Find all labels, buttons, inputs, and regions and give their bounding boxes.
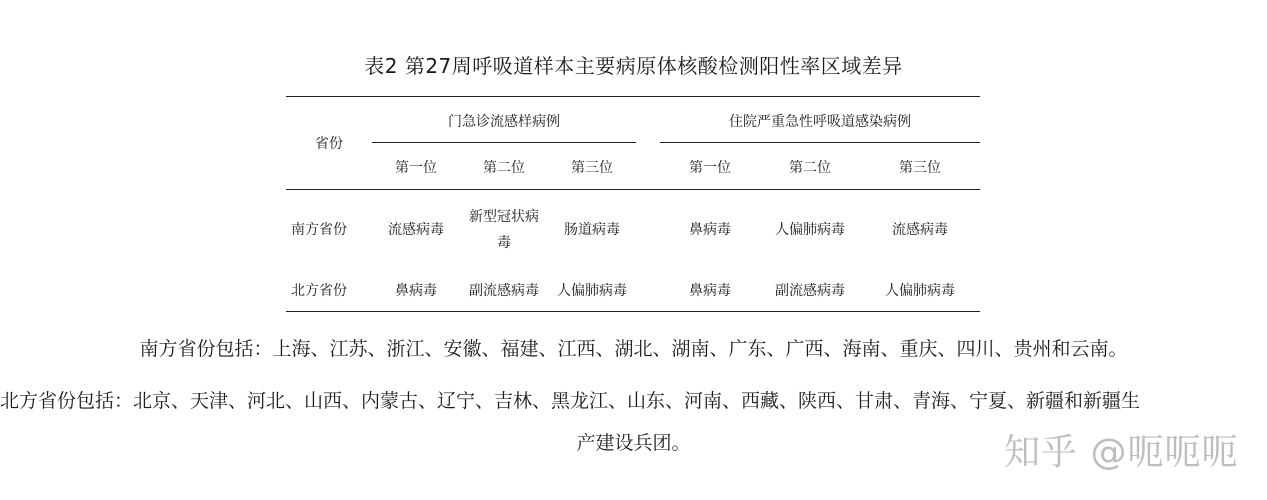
table-top-rule <box>286 96 980 97</box>
rank-header: 第二位 <box>789 160 831 176</box>
rank-header: 第一位 <box>395 160 437 176</box>
table-title: 表2 第27周呼吸道样本主要病原体核酸检测阳性率区域差异 <box>364 54 903 78</box>
north-provinces-note: 北方省份包括：北京、天津、河北、山西、内蒙古、辽宁、吉林、黑龙江、山东、河南、西藏、陕西、甘肃、青海、宁夏、新疆和新疆生 <box>0 390 1141 412</box>
table-cell: 人偏肺病毒 <box>557 283 627 299</box>
rank-header: 第三位 <box>571 160 613 176</box>
rank-header: 第一位 <box>689 160 731 176</box>
north-provinces-note-cont: 产建设兵团。 <box>576 432 691 454</box>
group1-underline <box>372 142 636 143</box>
table-cell: 肠道病毒 <box>564 222 620 238</box>
table-cell: 鼻病毒 <box>689 222 731 238</box>
table-cell: 副流感病毒 <box>775 283 845 299</box>
table-bottom-rule <box>286 311 980 312</box>
table-cell-line: 新型冠状病 <box>469 209 539 225</box>
rank-header: 第三位 <box>899 160 941 176</box>
group2-header: 住院严重急性呼吸道感染病例 <box>729 114 911 130</box>
rank-header: 第二位 <box>483 160 525 176</box>
table-cell: 流感病毒 <box>892 222 948 238</box>
table-cell: 人偏肺病毒 <box>885 283 955 299</box>
south-provinces-note: 南方省份包括：上海、江苏、浙江、安徽、福建、江西、湖北、湖南、广东、广西、海南、重庆、四川、贵州和云南。 <box>139 338 1128 360</box>
group1-header: 门急诊流感样病例 <box>448 114 560 130</box>
province-header: 省份 <box>315 136 343 152</box>
table-cell: 鼻病毒 <box>395 283 437 299</box>
table-cell-wrapped <box>460 204 548 256</box>
header-bottom-rule <box>286 189 980 190</box>
table-cell: 鼻病毒 <box>689 283 731 299</box>
table-cell: 副流感病毒 <box>469 283 539 299</box>
row-province: 北方省份 <box>291 283 347 299</box>
row-province: 南方省份 <box>291 222 347 238</box>
table-cell: 人偏肺病毒 <box>775 222 845 238</box>
table-cell: 流感病毒 <box>388 222 444 238</box>
zhihu-watermark: 知乎 @呃呃呃 <box>1004 432 1239 473</box>
table-cell-line: 毒 <box>497 235 511 251</box>
group2-underline <box>660 142 980 143</box>
